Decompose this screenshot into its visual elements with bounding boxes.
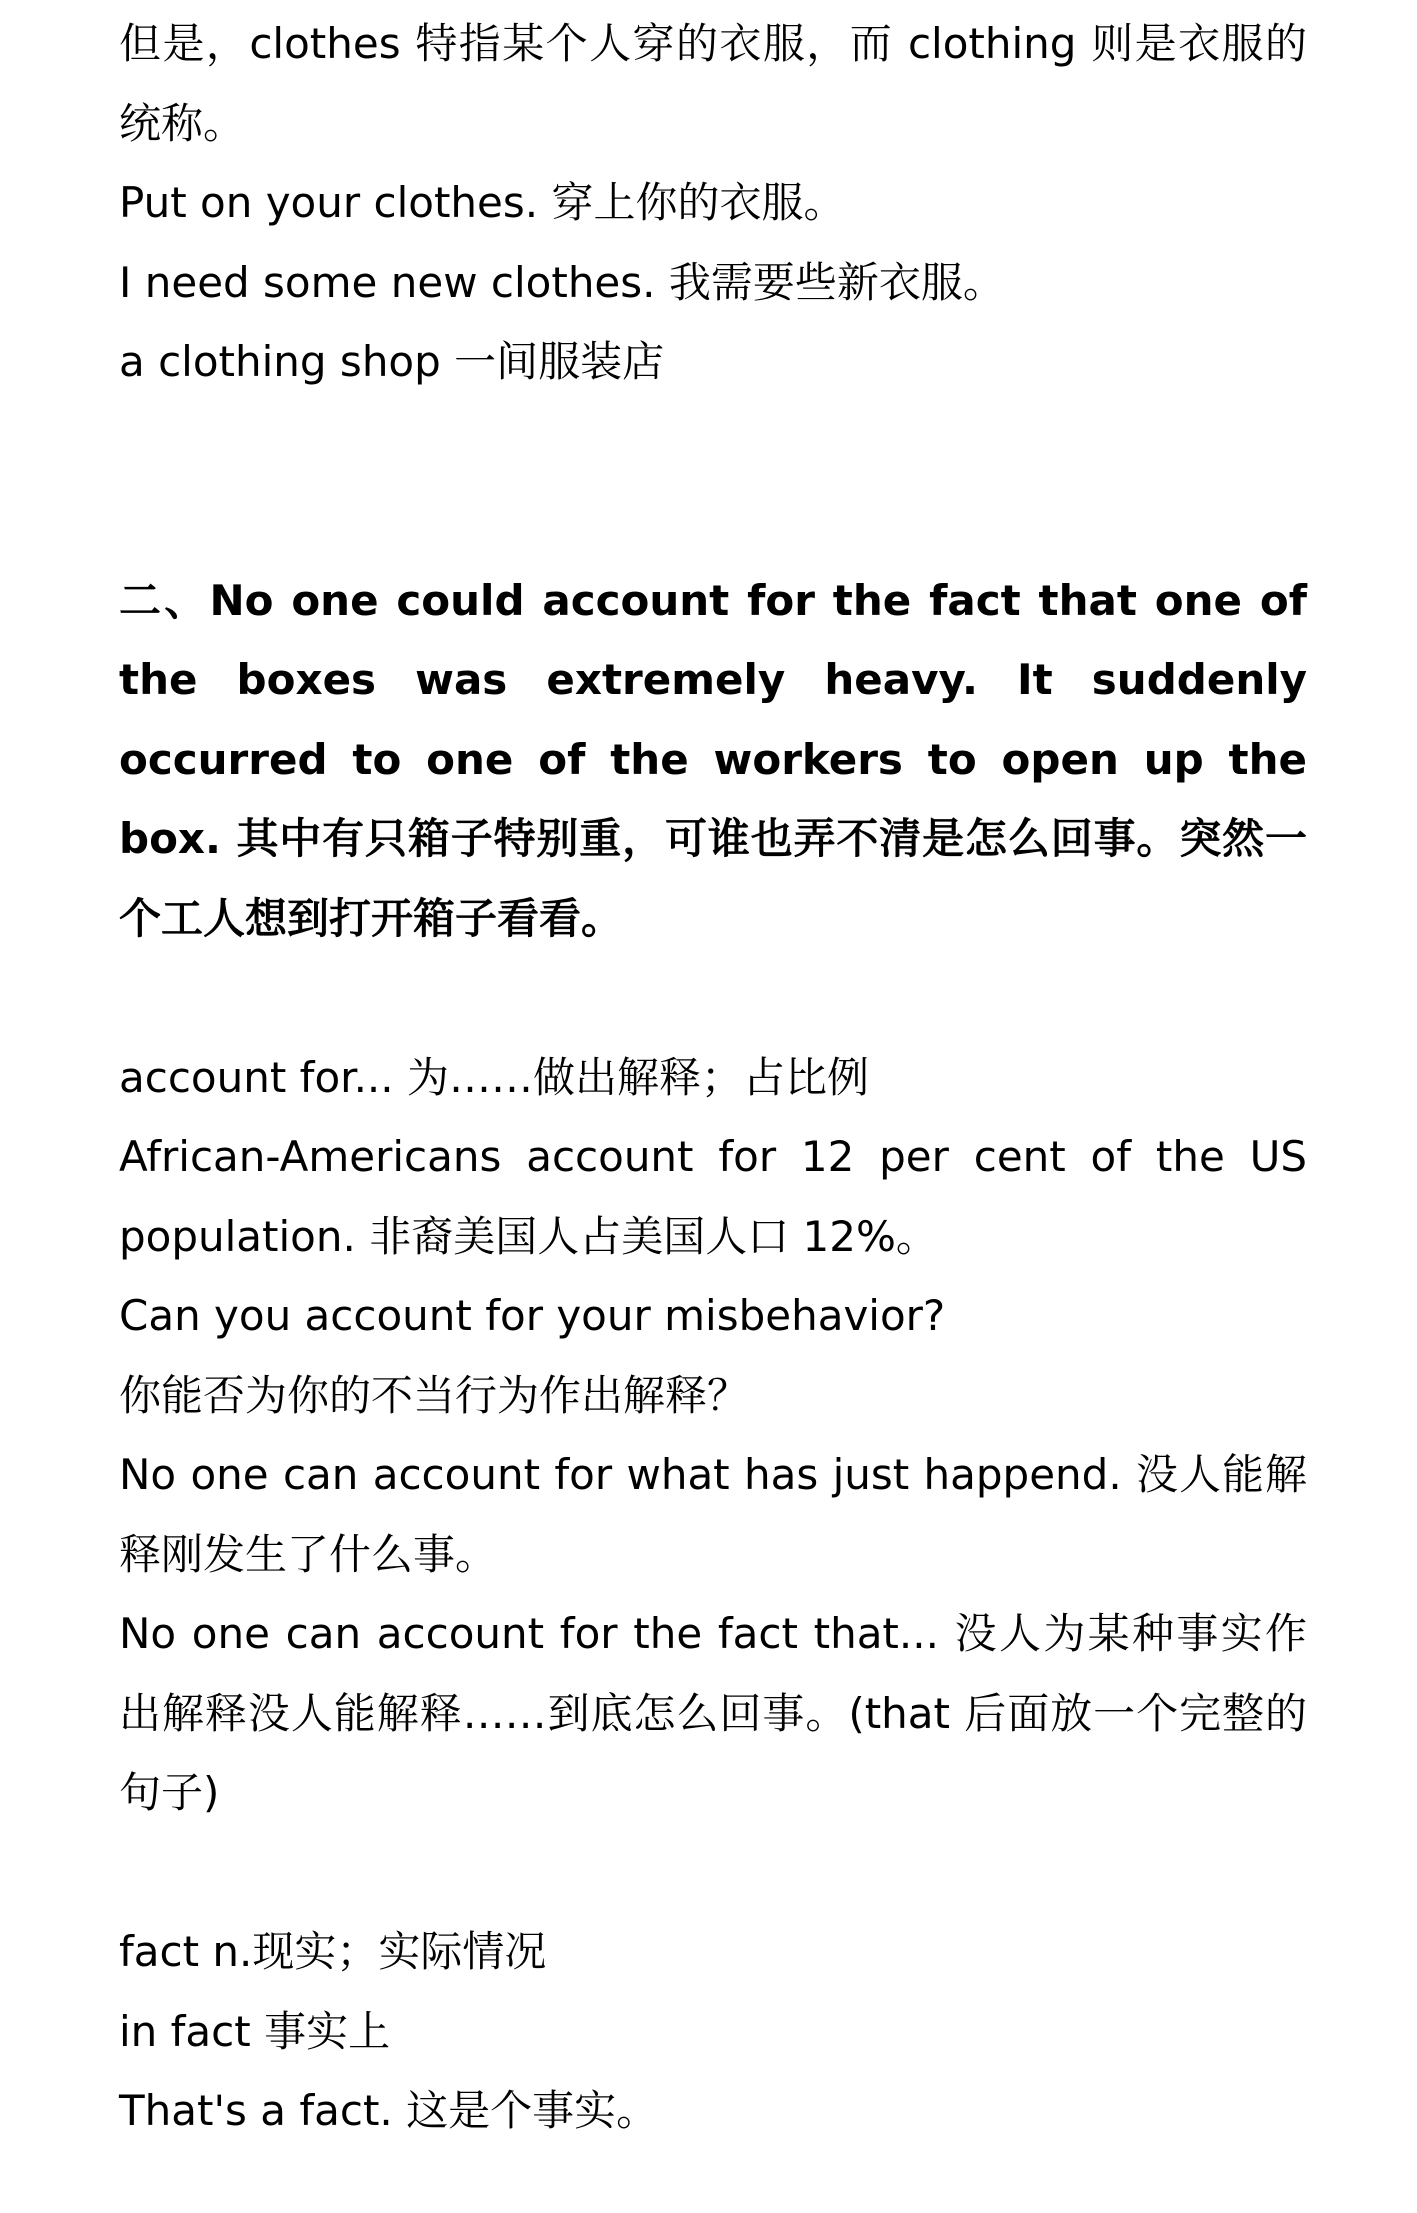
- document-page: [119, 4, 1307, 2151]
- note-line: Can you account for your misbehavior?: [119, 1291, 946, 1340]
- example-sentence: a clothing shop 一间服装店: [119, 337, 665, 386]
- example-sentence: Put on your clothes. 穿上你的衣服。: [119, 178, 846, 227]
- note-line: fact n.现实；实际情况: [119, 1927, 547, 1976]
- note-line: in fact 事实上: [119, 2006, 391, 2056]
- note-line: account for... 为……做出解释；占比例: [119, 1052, 869, 1102]
- example-sentence: I need some new clothes. 我需要些新衣服。: [119, 257, 1005, 307]
- spacer: [119, 1833, 1307, 1913]
- section-heading: 二、No one could account for the fact that one of the boxes was extremely heavy. It suddenly occurred to one of the workers to open up the box. 其中有只箱子特别重，可谁也弄不清是怎么回事。突然一个工人想到打开箱子看看。: [119, 575, 1307, 943]
- spacer: [119, 958, 1307, 1038]
- text-line: 但是，clothes 特指某个人穿的衣服，而 clothing 则是衣服的统称。: [119, 19, 1307, 148]
- note-line: African-Americans account for 12 per cent of the US population. 非裔美国人占美国人口 12%。: [119, 1132, 1307, 1261]
- spacer: [119, 402, 1307, 561]
- note-line: That's a fact. 这是个事实。: [119, 2086, 659, 2135]
- note-line: 你能否为你的不当行为作出解释？: [119, 1370, 750, 1420]
- note-line: No one can account for what has just happend. 没人能解释刚发生了什么事。: [119, 1450, 1307, 1579]
- note-line: No one can account for the fact that... 没人为某种事实作出解释没人能解释……到底怎么回事。(that 后面放一个完整的句子): [119, 1609, 1307, 1817]
